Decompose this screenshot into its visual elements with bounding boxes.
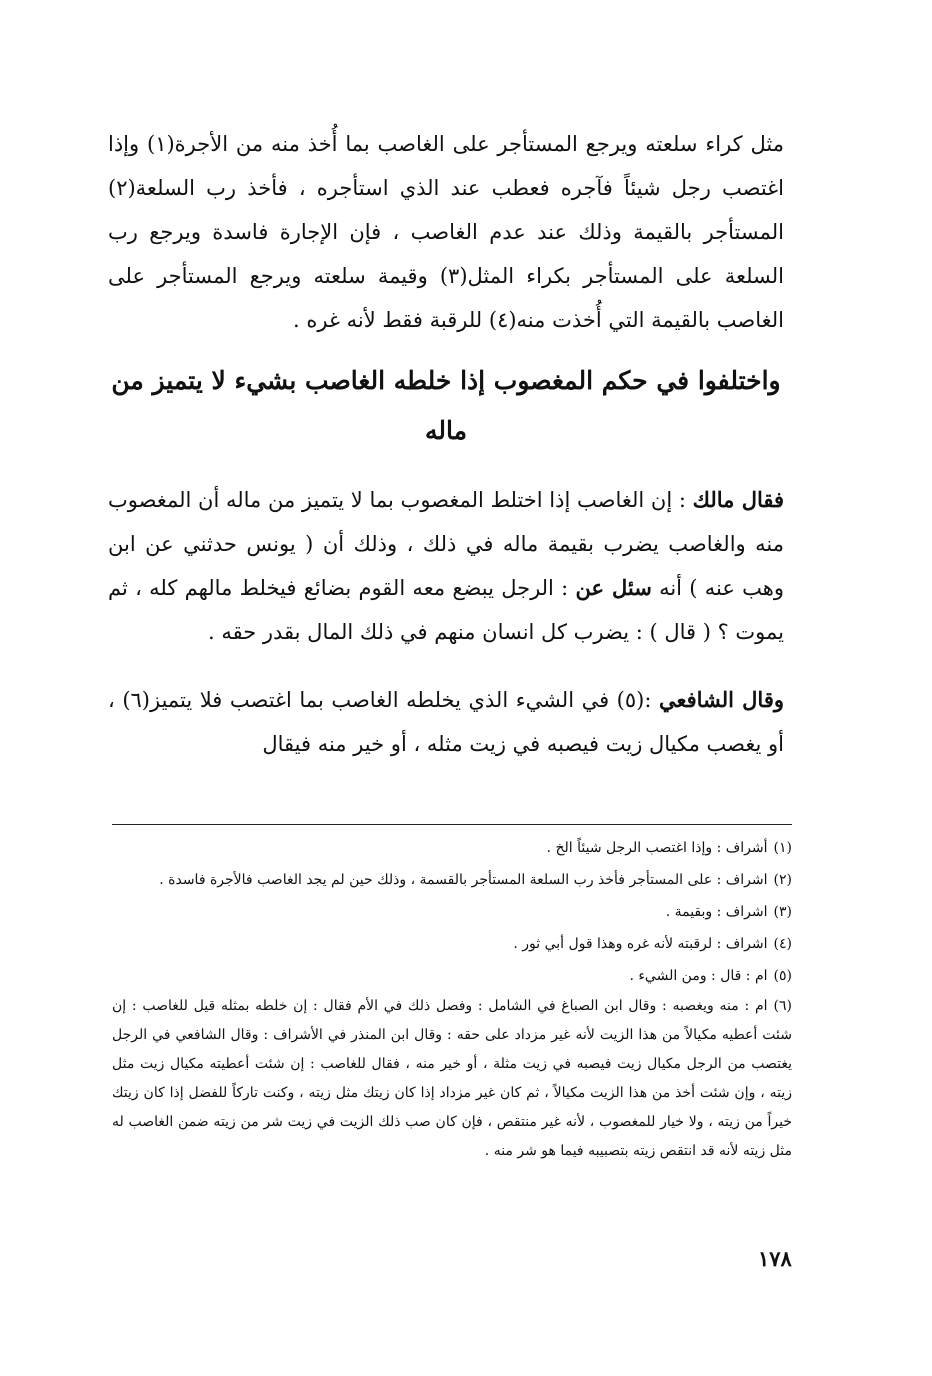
footnote-text: اشراف : على المستأجر فأخذ رب السلعة المستأجر بالقسمة ، وذلك حين لم يجد الغاصب فالأجرة فاسدة . <box>159 872 768 888</box>
footnote-number: (٦) <box>773 998 792 1014</box>
main-text <box>108 122 784 766</box>
footnote-number: (٣) <box>773 904 792 920</box>
paragraph-2-text: : إن الغاصب إذا اختلط المغصوب بما لا يتميز من ماله أن المغصوب منه والغاصب يضرب بقيمة ماله في ذلك ، وذلك أن ( يونس حدثني عن ابن وهب عنه ) أنه <box>108 488 784 600</box>
paragraph-2-lead: فقال مالك <box>692 487 785 512</box>
footnote-text: أشراف : وإذا اغتصب الرجل شيئاً الخ . <box>546 840 768 856</box>
footnote-number: (٥) <box>773 968 792 984</box>
footnote-2 <box>112 864 792 896</box>
paragraph-2 <box>108 478 784 654</box>
paragraph-3-lead: وقال الشافعي <box>658 687 785 712</box>
footnote-text: اشراف : وبقيمة . <box>665 904 768 920</box>
footnote-4 <box>112 928 792 960</box>
footnote-3 <box>112 896 792 928</box>
paragraph-3 <box>108 678 784 766</box>
paragraph-1: مثل كراء سلعته ويرجع المستأجر على الغاصب بما أُخذ منه من الأجرة(١) وإذا اغتصب رجل شيئاً فآجره فعطب عند الذي استأجره ، فأخذ رب السلعة(٢) المستأجر بالقيمة وذلك عند عدم الغاصب ، فإن الإجارة فاسدة ويرجع رب السلعة على المستأجر بكراء المثل(٣) وقيمة سلعته ويرجع المستأجر على الغاصب بالقيمة التي أُخذت منه(٤) للرقبة فقط لأنه غره . <box>108 132 785 332</box>
section-heading: واختلفوا في حكم المغصوب إذا خلطه الغاصب بشيء لا يتميز من ماله <box>111 366 781 445</box>
footnote-5 <box>112 960 792 992</box>
footnote-text: اشراف : لرقبته لأنه غره وهذا قول أبي ثور . <box>513 936 768 952</box>
page-number: ١٧٨ <box>758 1246 792 1271</box>
footnote-divider <box>112 824 792 825</box>
paragraph-2-text-2: : الرجل يبضع معه القوم بضائع فيخلط مالهم كله ، ثم يموت ؟ ( قال ) : يضرب كل انسان منهم في ذلك المال بقدر حقه . <box>108 576 784 644</box>
footnote-number: (١) <box>773 840 792 856</box>
footnote-number: (٤) <box>773 936 792 952</box>
paragraph-3-text: :(٥) في الشيء الذي يخلطه الغاصب بما اغتصب فلا يتميز(٦) ، أو يغصب مكيال زيت فيصبه في زيت مثله ، أو خير منه فيقال <box>108 688 784 756</box>
footnote-text: ام : قال : ومن الشيء . <box>629 968 768 984</box>
footnote-6 <box>112 992 792 1166</box>
footnote-text: ام : منه ويغصبه : وقال ابن الصباغ في الشامل : وفصل ذلك في الأم فقال : إن خلطه بمثله قيل للغاصب : إن شئت أعطيه مكيالاً من هذا الزيت لأنه غير مزداد على حقه : وقال ابن المنذر في الأشراف : وقال الشافعي في الرجل يغتصب من الرجل مكيال زيت فيصبه في زيت مثلة ، أو خير منه ، فقال للغاصب : إن شئت أعطيته مكيال زيت مثل زيته ، وإن شئت أخذ من هذا الزيت مكيالاً ، ثم كان غير مزداد إذا كان زيتك مثل زيته ، وكنت تاركاً للفضل إذا كان زيتك خيراً من زيته ، ولا خيار للمغصوب ، لأنه غير منتقص ، فإن كان صب ذلك الزيت في زيت شر من زيته ضمن الغاصب له مثل زيته لأنه قد انتقص زيته بتصبيبه فيما هو شر منه . <box>112 998 792 1159</box>
footnote-number: (٢) <box>773 872 792 888</box>
footnote-1 <box>112 832 792 864</box>
footnotes <box>112 832 792 1166</box>
paragraph-2-bold: سئل عن <box>575 575 652 600</box>
